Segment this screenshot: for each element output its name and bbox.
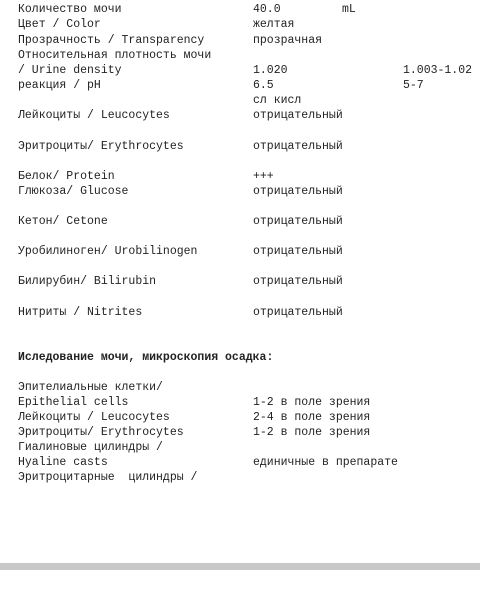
urobilinogen-label: Уробилиноген/ Urobilinogen (18, 245, 198, 258)
hyaline-label-line1: Гиалиновые цилиндры / (18, 441, 163, 454)
protein-value: +++ (253, 170, 274, 183)
nitrites-label: Нитриты / Nitrites (18, 306, 143, 319)
transparency-label: Прозрачность / Transparency (18, 34, 205, 47)
density-label-line2: / Urine density (18, 64, 122, 77)
microscopy-heading: Иследование мочи, микроскопия осадка: (18, 351, 274, 364)
micro-erythrocytes-label: Эритроциты/ Erythrocytes (18, 426, 184, 439)
color-label: Цвет / Color (18, 18, 101, 31)
glucose-label: Глюкоза/ Glucose (18, 185, 129, 198)
hyaline-label-line2: Hyaline casts (18, 456, 108, 469)
ph-reference: 5-7 (403, 79, 424, 92)
ketone-value: отрицательный (253, 215, 343, 228)
bilirubin-value: отрицательный (253, 275, 343, 288)
hyaline-value: единичные в препарате (253, 456, 398, 469)
micro-leucocytes-value: 2-4 в поле зрения (253, 411, 371, 424)
epithelial-value: 1-2 в поле зрения (253, 396, 371, 409)
nitrites-value: отрицательный (253, 306, 343, 319)
micro-erythrocytes-value: 1-2 в поле зрения (253, 426, 371, 439)
transparency-value: прозрачная (253, 34, 323, 47)
rbc-casts-label: Эритроцитарные цилиндры / (18, 471, 198, 484)
protein-label: Белок/ Protein (18, 170, 115, 183)
density-reference: 1.003-1.02 (403, 64, 473, 77)
erythrocytes-value: отрицательный (253, 140, 343, 153)
ph-label: реакция / pH (18, 79, 101, 92)
epithelial-label-line2: Epithelial cells (18, 396, 129, 409)
bilirubin-label: Билирубин/ Bilirubin (18, 275, 157, 288)
urine-volume-value: 40.0 (253, 3, 281, 16)
urine-volume-unit: mL (342, 3, 356, 16)
micro-leucocytes-label: Лейкоциты / Leucocytes (18, 411, 170, 424)
color-value: желтая (253, 18, 295, 31)
density-label-line1: Относительная плотность мочи (18, 49, 212, 62)
leucocytes-value: отрицательный (253, 109, 343, 122)
epithelial-label-line1: Эпителиальные клетки/ (18, 381, 163, 394)
leucocytes-label: Лейкоциты / Leucocytes (18, 109, 170, 122)
urine-volume-label: Количество мочи (18, 3, 122, 16)
erythrocytes-label: Эритроциты/ Erythrocytes (18, 140, 184, 153)
urobilinogen-value: отрицательный (253, 245, 343, 258)
ph-value-note: сл кисл (253, 94, 302, 107)
glucose-value: отрицательный (253, 185, 343, 198)
page-bottom-divider (0, 563, 480, 570)
density-value: 1.020 (253, 64, 288, 77)
ketone-label: Кетон/ Cetone (18, 215, 108, 228)
ph-value: 6.5 (253, 79, 274, 92)
